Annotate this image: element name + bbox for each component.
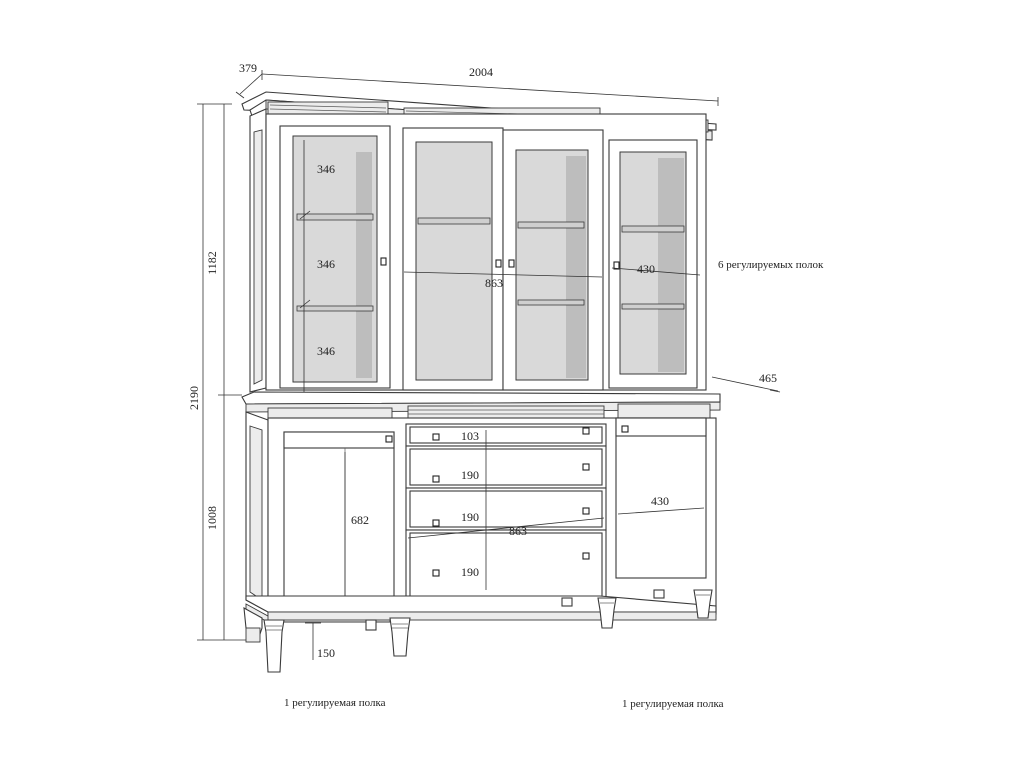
label-drawer-4: 190	[461, 565, 479, 579]
label-upper-shelf-1: 346	[317, 162, 335, 176]
upper-center-right-door	[503, 130, 603, 390]
knob	[433, 476, 439, 482]
knob	[583, 428, 589, 434]
label-upper-shelf-2: 346	[317, 257, 335, 271]
label-lower-depth: 465	[759, 371, 777, 385]
lower-cabinet	[242, 392, 720, 622]
knob	[496, 260, 501, 267]
knob	[583, 464, 589, 470]
note-right-lower-shelf: 1 регулируемая полка	[622, 698, 724, 710]
label-upper-shelf-3: 346	[317, 344, 335, 358]
note-upper-shelves: 6 регулируемых полок	[718, 259, 824, 271]
leg	[598, 598, 616, 628]
knob	[433, 520, 439, 526]
label-side-width-upper: 430	[637, 262, 655, 276]
upper-left-door	[280, 126, 390, 388]
label-depth-top: 379	[239, 61, 257, 75]
knob	[583, 508, 589, 514]
knob	[509, 260, 514, 267]
leg	[654, 590, 664, 598]
note-left-lower-shelf: 1 регулируемая полка	[284, 697, 386, 709]
knob	[386, 436, 392, 442]
label-total-height: 2190	[187, 386, 201, 410]
knob	[622, 426, 628, 432]
label-center-width-lower: 863	[509, 524, 527, 538]
label-upper-height: 1182	[205, 251, 219, 275]
leg	[562, 598, 572, 606]
knob	[433, 570, 439, 576]
label-drawer-3: 190	[461, 510, 479, 524]
label-lower-height: 1008	[205, 506, 219, 530]
label-leg-height: 150	[317, 646, 335, 660]
upper-cabinet	[242, 92, 716, 392]
label-left-door-height: 682	[351, 513, 369, 527]
label-drawer-top: 103	[461, 429, 479, 443]
label-drawer-2: 190	[461, 468, 479, 482]
leg	[390, 618, 410, 656]
knob	[583, 553, 589, 559]
label-total-width: 2004	[469, 65, 493, 79]
upper-center-left-door	[403, 128, 503, 390]
knob	[433, 434, 439, 440]
leg	[264, 620, 284, 672]
label-center-width-upper: 863	[485, 276, 503, 290]
label-right-width-lower: 430	[651, 494, 669, 508]
leg	[366, 620, 376, 630]
lower-left-door	[284, 432, 394, 608]
knob	[381, 258, 386, 265]
